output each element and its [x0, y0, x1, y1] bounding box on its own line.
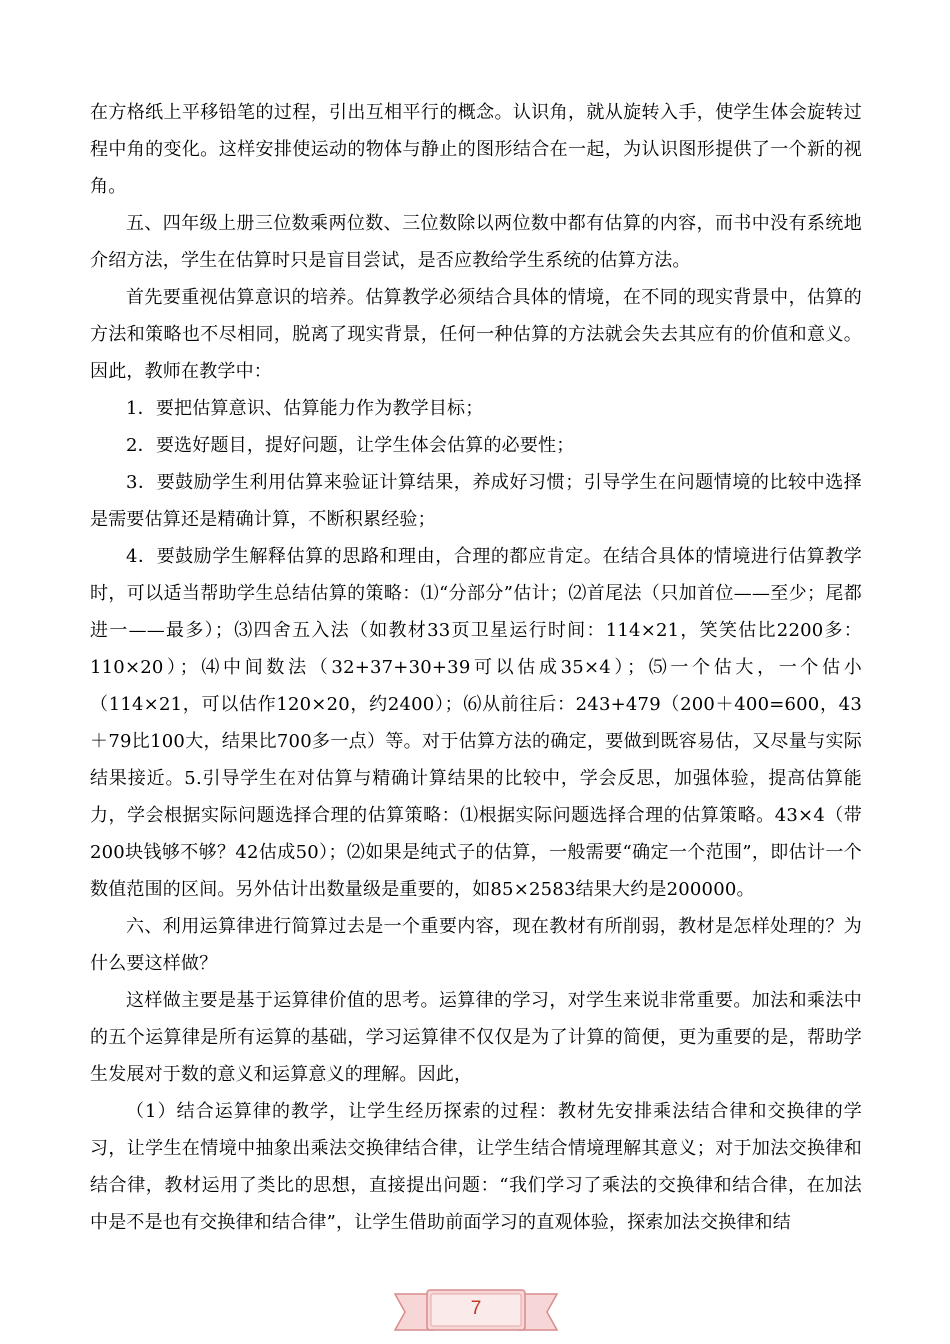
paragraph-estimation-awareness: 首先要重视估算意识的培养。估算教学必须结合具体的情境，在不同的现实背景中，估算的方法和策略也不尽相同，脱离了现实背景，任何一种估算的方法就会失去其应有的价值和意义。因此，教师在教学中：: [90, 287, 862, 382]
paragraph-operation-laws-item-1: （1）结合运算律的教学，让学生经历探索的过程：教材先安排乘法结合律和交换律的学习，让学生在情境中抽象出乘法交换律结合律，让学生结合情境理解其意义；对于加法交换律和结合律，教材运用了类比的思想，直接提出问题：“我们学习了乘法的交换律和结合律，在加法中是不是也有交换律和结合律”，让学生借助前面学习的直观体验，探索加法交换律和结: [90, 1101, 862, 1233]
list-item-3: 3．要鼓励学生利用估算来验证计算结果，养成好习惯；引导学生在问题情境的比较中选择是需要估算还是精确计算，不断积累经验；: [90, 472, 862, 530]
paragraph-question-5: 五、四年级上册三位数乘两位数、三位数除以两位数中都有估算的内容，而书中没有系统地介绍方法，学生在估算时只是盲目尝试，是否应教给学生系统的估算方法。: [90, 213, 862, 271]
list-item-2: 2．要选好题目，提好问题，让学生体会估算的必要性；: [126, 435, 575, 456]
page-number: 7: [470, 1298, 482, 1319]
paragraph-question-6: 六、利用运算律进行简算过去是一个重要内容，现在教材有所削弱，教材是怎样处理的？为什么要这样做？: [90, 916, 862, 974]
page-number-badge: [393, 1288, 559, 1336]
paragraph-operation-laws: 这样做主要是基于运算律价值的思考。运算律的学习，对学生来说非常重要。加法和乘法中的五个运算律是所有运算的基础，学习运算律不仅仅是为了计算的简便，更为重要的是，帮助学生发展对于数的意义和运算意义的理解。因此，: [90, 990, 862, 1085]
list-item-4: 4．要鼓励学生解释估算的思路和理由，合理的都应肯定。在结合具体的情境进行估算教学时，可以适当帮助学生总结估算的策略：⑴“分部分”估计；⑵首尾法（只加首位——至少；尾都进一——最多）；⑶四舍五入法（如教材33页卫星运行时间：114×21，笑笑估比2200多：110×20）；⑷中间数法（32+37+30+39可以估成35×4）；⑸一个估大，一个估小（114×21，可以估作120×20，约2400）；⑹从前往后：243+479（200＋400=600，43＋79比100大，结果比700多一点）等。对于估算方法的确定，要做到既容易估，又尽量与实际结果接近。5.引导学生在对估算与精确计算结果的比较中，学会反思，加强体验，提高估算能力，学会根据实际问题选择合理的估算策略：⑴根据实际问题选择合理的估算策略。43×4（带200块钱够不够？42估成50）；⑵如果是纯式子的估算，一般需要“确定一个范围”，即估计一个数值范围的区间。另外估计出数量级是重要的，如85×2583结果大约是200000。: [90, 546, 862, 900]
document-body: [90, 94, 862, 1241]
list-item-1: 1．要把估算意识、估算能力作为教学目标；: [126, 398, 484, 419]
paragraph-1: 在方格纸上平移铅笔的过程，引出互相平行的概念。认识角，就从旋转入手，使学生体会旋转过程中角的变化。这样安排使运动的物体与静止的图形结合在一起，为认识图形提供了一个新的视角。: [90, 102, 862, 197]
